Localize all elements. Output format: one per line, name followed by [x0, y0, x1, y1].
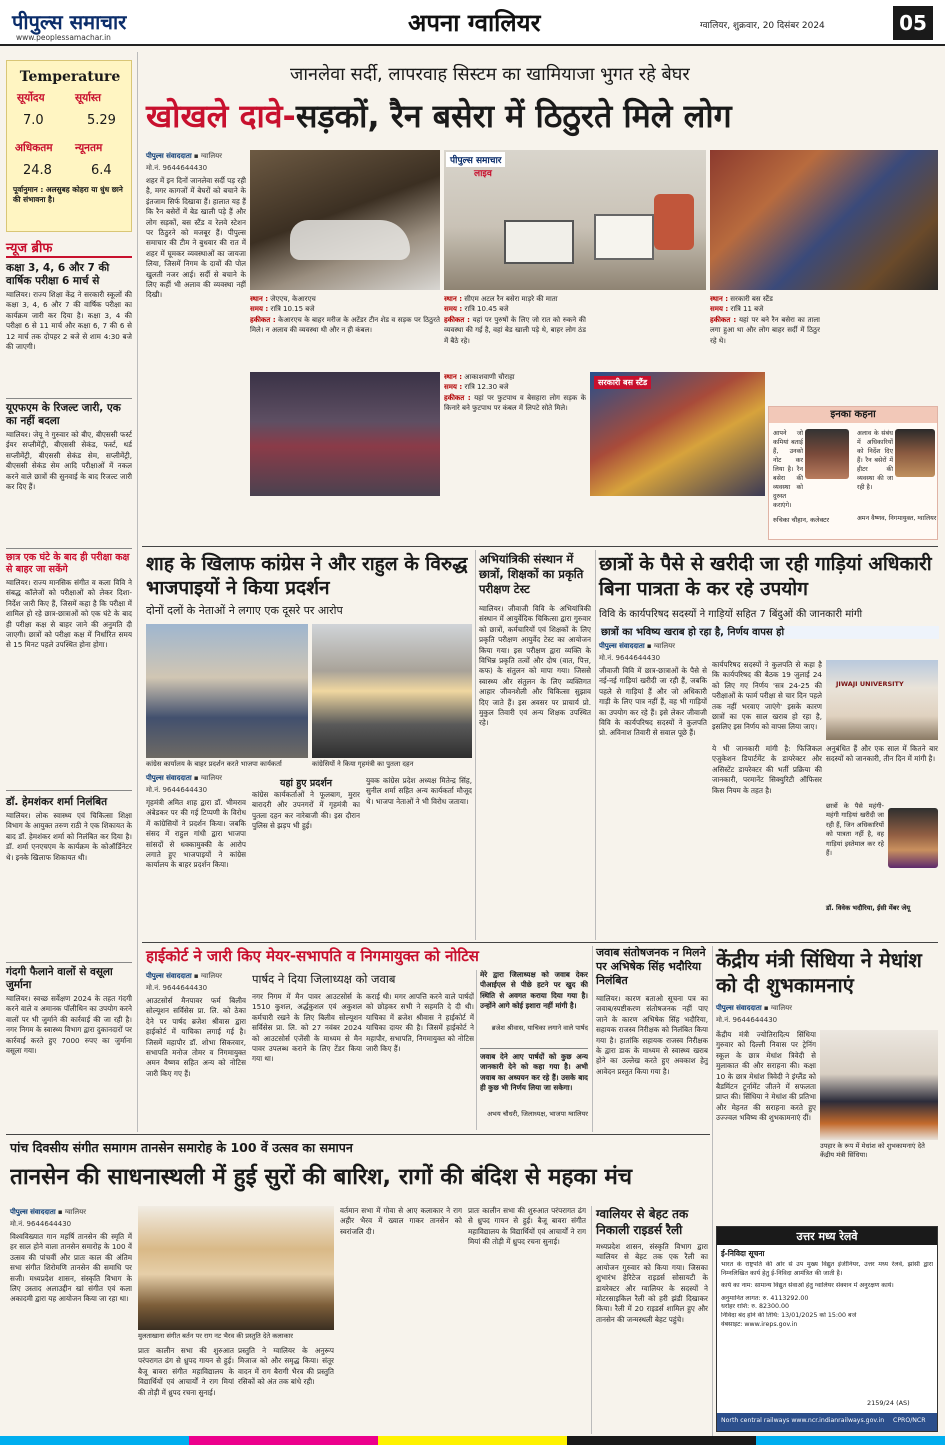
photo-scindia-medhansh: [820, 1030, 938, 1140]
highcourt-sign-1: ब्रजेश श्रीवास, याचिका लगाने वाले पार्षद: [491, 1024, 588, 1032]
spot-2: स्थान : सीएम अटल रैन बसेरा माड़रे की माता समय : रात्रि 10.45 बजे हकीकत : यहां पर पुरुषों के लिए जो रात को रुकने की व्यवस्था की गई है, वहां बेड खाली पड़े थे, बाहर लोग ठंड में बैठे रहे।: [444, 295, 586, 345]
tansen-body-4: वर्तमान सभा में गोवा से आए कलाकार ने राग अहीर भैरव में ख्याल गाकर तानसेन को स्वरांजलि दी।: [340, 1206, 462, 1236]
protest-byline: पीपुल्स संवाददाता ▪ ग्वालियर: [146, 774, 223, 782]
sunset-value: 5.29: [87, 113, 116, 128]
brief-5-head: गंदगी फैलाने वालों से वसूला जुर्माना: [6, 966, 113, 991]
highcourt-quote-1: मेरे द्वारा जिलाध्यक्ष को जवाब देकर पीआईएल से पीछे हटने पर खुद की स्थिति से अवगत कराया दिया गया है। उन्होंने आगे कोई इशारा नहीं मांगी है।: [480, 970, 588, 1011]
scindia-headline: केंद्रीय मंत्री सिंधिया ने मेधांश को दी शुभकामनाएं: [716, 948, 922, 997]
tech-headline: अभियांत्रिकी संस्थान में छात्रों, शिक्षकों का प्रकृति परीक्षण टेस्ट: [479, 552, 584, 596]
protest-body-3: युवक कांग्रेस प्रदेश अध्यक्ष मितेन्द्र सिंह, सुनील शर्मा सहित अन्य कार्यकर्ता मौजूद थे। भाजपा नेताओं ने भी विरोध जताया।: [366, 776, 472, 806]
highcourt-body-2: नगर निगम में मैन पावर आउटसोर्स के 1510 कुशल, अर्द्धकुशल एवं अकुशल कर्मचारी रखने के लिए बिलीव सोल्यूशन सर्विसेस प्रा. लि. को 27 नवंबर 2024 को आउटसोर्स एजेंसी के माध्यम से मैन पावर उपलब्ध कराने के लिए टेंडर किया गया था।: [252, 992, 362, 1064]
photo-jiwaji-university: [826, 660, 938, 740]
brief-1-head: कक्षा 3, 4, 6 और 7 की वार्षिक परीक्षा 6 मार्च से: [6, 262, 110, 287]
railway-line: निविदा बंद होने की तिथि: 13/01/2025 को 15:00 बजे: [721, 1311, 857, 1319]
heritage-body: मध्यप्रदेश शासन, संस्कृति विभाग द्वारा ग्वालियर से बेहट तक एक रैली का आयोजन गुरुवार को किया गया। जिसका शुभारंभ हेरिटेज राइडर्स सोसायटी के डायरेक्टर और ग्वालियर के सदस्यों ने मोटरसाइकिल रैली को हरी झंडी दिखाकर किया। रैली में 20 राइडर्स शामिल हुए और तानसेन की जन्मस्थली बेहट पहुंचे।: [596, 1242, 708, 1324]
brief-5-body: ग्वालियर। स्वच्छ सर्वेक्षण 2024 के तहत गंदगी करने वाले व अमानक पॉलीथिन का उपयोग करने वालों पर भी जुर्माने की कार्रवाई की जा रही है। नगर निगम के स्वास्थ्य विभाग द्वारा दुकानदारों पर कार्रवाई करते हुए 7000 रुपए का जुर्माना वसूला गया।: [6, 994, 132, 1056]
highcourt-subhead: पार्षद ने दिया जिलाध्यक्ष को जवाब: [252, 972, 396, 986]
photo-footpath-sleepers: [250, 372, 440, 496]
university-sign: JIWAJI UNIVERSITY: [836, 680, 904, 688]
brief-2-head: यूएफएम के रिजल्ट जारी, एक का नहीं बदला: [6, 402, 121, 427]
railway-web[interactable]: North central railways www.ncr.indianrailways.gov.in: [721, 1417, 885, 1424]
min-label: न्यूनतम: [75, 142, 103, 154]
sunrise-value: 7.0: [23, 113, 44, 128]
highcourt-mobile: मो.नं. 9644644430: [146, 984, 208, 992]
scindia-body-1: केंद्रीय मंत्री ज्योतिरादित्य सिंधिया गुरुवार को दिल्ली निवास पर ट्रेनिंग स्कूल के छात्र मेधांश त्रिवेदी से मुलाकात की और सराहना की। कक्षा 10 के छात्र मेधांश त्रिवेदी ने इंग्लैंड को बैडमिंटन टूर्नामेंट जीतने में सफलता प्राप्त की। सिंधिया ने मेधांश की प्रतिभा और मेहनत की सराहना करते हुए उज्ज्वल भविष्य की शुभकामनाएं दीं।: [716, 1030, 816, 1123]
vehicles-body-3: ये भी जानकारी मांगी है: फिजिकल एजुकेशन डिपार्टमेंट के डायरेक्टर और असिस्टेंट डायरेक्टर की भर्ती प्रक्रिया की जानकारी, परमानेंट सिक्युरिटी ऑफिसर किस नियम के तहत है।: [712, 744, 822, 795]
max-label: अधिकतम: [15, 142, 53, 154]
tansen-body-2: प्रातः कालीन सभा की शुरुआत परंपरागत ढंग से ध्रुपद गायन से हुई। बैजू बावरा संगीत महाविद्यालय के विद्यार्थियों एवं आचार्यों ने राग मियां की तोड़ी में ध्रुपद रचना सुनाई।: [138, 1346, 234, 1397]
spot-1: स्थान : जेएएच, केआरएच समय : रात्रि 10.15 बजे हकीकत : केआरएच के बाहर मरीज के अटेंडर टीन शेड व सड़क पर ठिठुरते मिले। न अलाव की व्यवस्था थी और न ही कंबल।: [250, 295, 440, 335]
brief-1-body: ग्वालियर। राज्य शिक्षा केंद्र ने सरकारी स्कूलों की कक्षा 3, 4, 6 और 7 की वार्षिक परीक्षा का कार्यक्रम जारी कर दिया है। कक्षा 3, 4 की परीक्षा 6 से 11 मार्च और कक्षा 6, 7 की 6 से 12 मार्च तक दोपहर 2 बजे से शाम 4:30 बजे की जाएगी।: [6, 290, 132, 352]
scindia-mobile: मो.नं. 9644644430: [716, 1016, 778, 1024]
bus-stand-label: सरकारी बस स्टैंड: [594, 376, 651, 389]
opinion-1-text: आपने जो कमियां बताई हैं, उनको नोट कर लिया है। रैन बसेरा की व्यवस्था को दुरुस्त कराएंगे।: [773, 430, 803, 509]
tansen-kicker: पांच दिवसीय संगीत समागम तानसेन समारोह के 100 वें उत्सव का समापन: [10, 1140, 353, 1155]
print-color-strip: [0, 1436, 945, 1445]
photo-bjp-protest: [146, 624, 308, 758]
byline-name: पीपुल्स संवाददाता: [146, 152, 192, 160]
forecast-note: पूर्वानुमान : अलसुबह कोहरा या धुंध छाने की संभावना है।: [13, 185, 123, 204]
sunrise-label: सूर्योदय: [17, 92, 45, 104]
lead-headline-rest: सड़कों, रैन बसेरा में ठिठुरते मिले लोग: [295, 97, 732, 135]
protest-body-1: गृहमंत्री अमित शाह द्वारा डॉ. भीमराव अंबेडकर पर की गई टिप्पणी के विरोध में कांग्रेसियों ने प्रदर्शन किया। जबकि संसद में राहुल गांधी द्वारा भाजपा सांसदों से धक्कामुक्की के आरोप लगाते हुए भाजपाइयों ने कांग्रेस कार्यालय के बाहर प्रदर्शन किया।: [146, 798, 246, 870]
lead-headline: [146, 96, 936, 136]
vehicles-quote: छात्रों के पैसे महंगी-महंगी गाड़ियां खरीदी जा रही हैं, जिन अधिकारियों को पात्रता नहीं है, वह गाड़ियां इस्तेमाल कर रहे हैं।: [826, 802, 884, 858]
page-number: 05: [893, 6, 933, 40]
tansen-caption: मुलताखाना संगीत बर्तन पर राग नट भैरव की प्रस्तुति देते कलाकार: [138, 1332, 293, 1340]
tansen-body-4b: प्रातः कालीन सभा की शुरुआत परंपरागत ढंग से ध्रुपद गायन से हुई। बैजू बावरा संगीत महाविद्यालय के विद्यार्थियों एवं आचार्यों ने राग मियां की तोड़ी में ध्रुपद रचना सुनाई।: [468, 1206, 586, 1247]
opinion-2-text: अलाव के संबंध में अधिकारियों को निर्देश दिए हैं। रैन बसेरों में हीटर की व्यवस्था की जा रही है।: [857, 430, 893, 491]
tech-body: ग्वालियर। जीवाजी विवि के अभियांत्रिकी संस्थान में आयुर्वेदिक चिकित्सा द्वारा गुरुवार को छात्रों, कर्मचारियों एवं शिक्षकों के लिए प्रकृति परीक्षण आयुर्वेद टेस्ट का आयोजन किया गया। इस परीक्षण द्वारा व्यक्ति के विभिन्न प्रकृति तत्वों और दोष (वात, पित्त, कफ) के संतुलन को मापा गया। जिससे स्वास्थ्य और संतुलन के लिए व्यक्तिगत आहार जीवनशैली और चिकित्सा सुझाव दिए जाते हैं। इस अवसर पर प्राचार्य प्रो. मुकुल तिवारी एवं अन्य शिक्षक उपस्थित रहे।: [479, 604, 591, 728]
railway-line: भारत के राष्ट्रपति की ओर से उप मुख्य विद्युत इंजीनियर, उत्तर मध्य रेलवे, झांसी द्वारा निम्नलिखित कार्य हेतु ई-निविदा आमंत्रित की जाती है।: [721, 1261, 933, 1277]
news-brief-label: न्यूज ब्रीफ: [6, 241, 53, 256]
vehicles-body-2: कार्यपरिषद सदस्यों ने कुलपति से कहा है कि कार्यपरिषद की बैठक 19 जुलाई 24 को लिए गए निर्णय 'सत्र 24-25 की परीक्षाओं के फार्म परीक्षा से चार दिन पहले तक नहीं भरवाए जाएंगे' इसके कारण छात्रों का एक साल खराब हो रहा है, इसलिए इस निर्णय को वापस लिया जाए।: [712, 660, 822, 732]
brief-3-body: ग्वालियर। राज्य मानसिक संगीत व कला विवि ने संबद्ध कॉलेजों को परीक्षाओं को लेकर दिशा-निर्देश जारी किए हैं, जिसमें कहा है कि परीक्षा में शामिल हो रहे छात्र-छात्राओं को एक घंटे के बाद ही परीक्षा कक्ष से बाहर जाने की अनुमति दी जाएगी। छात्रों को परीक्षा कक्ष में निर्धारित समय से 15 मिनट पहले उपस्थित होना होगा।: [6, 578, 132, 650]
photo-rain-basera-beds: [444, 150, 706, 290]
vivek-photo: [888, 808, 938, 868]
railway-cpro: CPRO/NCR: [893, 1417, 926, 1424]
railway-lines: [721, 1261, 933, 1329]
masthead: [0, 0, 945, 46]
sunset-label: सूर्यास्त: [75, 92, 101, 104]
scindia-byline: पीपुल्स संवाददाता ▪ ग्वालियर: [716, 1004, 793, 1012]
brief-5: [6, 966, 132, 1094]
live-tag-sub: लाइव: [474, 169, 492, 179]
site-url[interactable]: www.peoplessamachar.in: [16, 33, 111, 42]
brief-4-head: डॉ. हेमशंकर शर्मा निलंबित: [6, 796, 108, 808]
brand-logo: पीपुल्स समाचार: [12, 10, 127, 34]
opinion-2-name: अमन वैष्णव, निगमायुक्त, ग्वालियर: [857, 515, 937, 522]
highcourt-body-1: आउटसोर्स मैनपावर फर्म बिलीव सोल्यूशन सर्विसेस प्रा. लि. को ठेका देने पर पार्षद ब्रजेश श्रीवास द्वारा हाईकोर्ट में याचिका लगाई गई है। जिसमें महापौर डॉ. शोभा सिकरवार, सभापति मनोज तोमर व निगमायुक्त अमन वैष्णव सहित अन्य को नोटिस जारी किए गए हैं।: [146, 996, 246, 1078]
tansen-headline: तानसेन की साधनास्थली में हुई सुरों की बारिश, रागों की बंदिश से महका मंच: [10, 1164, 633, 1190]
vehicles-body-4: अनुबंधित हैं और एक साल में कितने बार सदस्यों को जानकारी, तीन दिन में मांगी है।: [826, 744, 938, 764]
vehicles-body-1: जीवाजी विवि में छात्र-छात्राओं के पैसे से नई-नई गाड़ियां खरीदी जा रही हैं, जबकि पहले से गाड़ियां हैं और जो अधिकारी गाड़ी के लिए पात्र नहीं हैं, वह भी गाड़ियों का उपयोग कर रहे हैं। इसे लेकर जीवाजी विवि के कार्यपरिषद सदस्यों ने कुलपति प्रो. अविनाश तिवारी से सवाल पूछे हैं।: [599, 666, 707, 738]
protest-headline: शाह के खिलाफ कांग्रेस ने और राहुल के विरुद्ध भाजपाइयों ने किया प्रदर्शन: [146, 553, 468, 599]
protest-subhead: यहां हुए प्रदर्शन: [279, 778, 333, 789]
heritage-headline: ग्वालियर से बेहट तक निकाली राइडर्स रैली: [596, 1207, 689, 1237]
scindia-caption: उपहार के रूप में मेधांश को शुभकामनाएं देते केंद्रीय मंत्री सिंधिया।: [820, 1142, 925, 1159]
max-value: 24.8: [23, 163, 52, 178]
brief-4: [6, 796, 132, 941]
railway-footer-code: 2159/24 (AS): [867, 1399, 910, 1407]
photo-hospital-night: [250, 150, 440, 290]
highcourt-quote-2: जवाब देने आए पार्षदों को कुछ अन्य जानकारी देने को कहा गया है। अभी जवाब का अध्ययन कर रहे हैं। उसके बाद ही कुछ भी निर्णय लिया जा सकेगा।: [480, 1052, 588, 1093]
lead-mobile: मो.नं. 9644644430: [146, 164, 208, 172]
suspend-body: ग्वालियर। कारण बताओ सूचना पत्र का जवाब/स्पष्टीकरण संतोषजनक नहीं पाए जाने के कारण अभिषेक सिंह भदौरिया, सहायक राजस्व निरीक्षक को निलंबित किया गया है। हातांकि सहायक राजस्व निरीक्षक के द्वारा डाक के माध्यम से स्वास्थ्य खराब होने का उल्लेख करते हुए अवकाश हेतु आवेदन प्रस्तुत किया गया है।: [596, 994, 708, 1076]
protest-cap-1: कांग्रेस कार्यालय के बाहर प्रदर्शन करते भाजपा कार्यकर्ता: [146, 760, 282, 768]
highcourt-sign-2: अभय चौधरी, जिलाध्यक्ष, भाजपा ग्वालियर: [487, 1110, 588, 1118]
vehicles-headline: छात्रों के पैसे से खरीदी जा रही गाड़ियां अधिकारी बिना पात्रता के कर रहे उपयोग: [599, 553, 932, 600]
spot-3: स्थान : सरकारी बस स्टैंड समय : रात्रि 11 बजे हकीकत : यहां पर बने रैन बसेरा का ताला लगा हुआ था और लोग बाहर सर्दी में ठिठुर रहे थे।: [710, 295, 820, 345]
protest-cap-2: कांग्रेसियों ने किया गृहमंत्री का पुतला दहन: [312, 760, 414, 768]
dateline: ग्वालियर, शुक्रवार, 20 दिसंबर 2024: [700, 21, 825, 31]
highcourt-headline: हाईकोर्ट ने जारी किए मेयर-सभापति व निगमायुक्त को नोटिस: [146, 947, 479, 965]
suspend-headline: जवाब संतोषजनक न मिलने पर अभिषेक सिंह भदौरिया निलंबित: [596, 946, 706, 987]
highcourt-body-3: कराई थी। मगर आपत्ति करने वाले पार्षदों को छोड़कर सभी ने सहमति दे दी थी। याचिका में ब्रजेश श्रीवास ने हाईकोर्ट में याचिका दायर की है। जिसमें हाईकोर्ट ने महापौर, सभापति, निगमायुक्त को नोटिस जारी किए हैं।: [366, 992, 474, 1054]
railway-tender: [716, 1226, 938, 1432]
tansen-byline: पीपुल्स संवाददाता ▪ ग्वालियर: [10, 1208, 87, 1216]
photo-tansen-stage: [138, 1206, 334, 1330]
vehicles-mobile: मो.नं. 9644644430: [599, 654, 661, 662]
section-title: अपना ग्वालियर: [408, 9, 541, 37]
live-tag: पीपुल्स समाचार: [446, 152, 505, 167]
opinion-1-name: रुचिका चौहान, कलेक्टर: [773, 516, 830, 524]
commissioner-photo: [895, 429, 935, 477]
railway-line: कार्य का नाम: सामान्य विद्युत सेवाओं हेतु ग्वालियर सेक्शन में अनुरक्षण कार्य।: [721, 1282, 894, 1290]
opinion-box: [768, 406, 938, 540]
tansen-mobile: मो.नं. 9644644430: [10, 1220, 72, 1228]
brief-4-body: ग्वालियर। लोक स्वास्थ्य एवं चिकित्सा शिक्षा विभाग के आयुक्त तरुण राठी ने एक शिकायत के बाद डॉ. हेमशंकर शर्मा को निलंबित कर दिया है। डॉ. शर्मा एनएचएम के कार्यक्रम के कोऑर्डिनेटर थे। इनके खिलाफ शिकायत थी।: [6, 811, 132, 862]
tansen-body-1: विश्वविख्यात गान महर्षि तानसेन की स्मृति में हर साल होने वाला तानसेन समारोह के 100 वें उत्सव की पांचवीं और प्रातः काल की अंतिम सभा संगीत शिरोमणि तानसेन की समाधि पर सजी। मध्यप्रदेश शासन, संस्कृति विभाग के लिए उस्ताद अलाउद्दीन खां संगीत एवं कला अकादमी द्वारा यह आयोजन किया जा रहा था।: [10, 1232, 132, 1304]
railway-line: अनुमानित लागत: रु. 4113292.00: [721, 1294, 809, 1302]
highcourt-byline: पीपुल्स संवाददाता ▪ ग्वालियर: [146, 972, 223, 980]
weather-box: [6, 60, 132, 232]
vehicles-quote-name: डॉ. विवेक भदौरिया, ईसी मेंबर जेयू: [826, 904, 911, 912]
lead-byline: पीपुल्स संवाददाता ▪ ग्वालियर: [146, 152, 223, 160]
railway-line: धरोहर राशि: रु. 82300.00: [721, 1303, 790, 1311]
protest-body-2: कांग्रेस कार्यकर्ताओं ने फूलबाग, मुरार बारादरी और उपनगरों में गृहमंत्री का पुतला दहन कर नारेबाजी की। इस दौरान पुलिस से झड़प भी हुई।: [252, 790, 360, 831]
vehicles-deck-1: विवि के कार्यपरिषद सदस्यों ने गाड़ियों सहित 7 बिंदुओं की जानकारी मांगी: [599, 609, 863, 620]
vehicles-deck-2: छात्रों का भविष्य खराब हो रहा है, निर्णय वापस हो: [599, 626, 939, 639]
protest-deck: दोनों दलों के नेताओं ने लगाए एक दूसरे पर आरोप: [146, 604, 343, 617]
lead-body: शहर में इन दिनों जानलेवा सर्दी पड़ रही है, मगर कागजों में बेघरों को बचाने के इंतजाम सिर्फ दिखावा हैं। हालात यह हैं कि रैन बसेरों में बेड खाली पड़े हैं और लोग सड़कों, बस स्टैंड व रेलवे स्टेशन पर ठिठुरने को मजबूर हैं। पीपुल्स समाचार की टीम ने बुधवार की रात में शहर में घूमकर व्यवस्थाओं का जायजा लिया, जिसमें निगम के दावों की पोल खुलती नजर आई। सर्दी से बचाने के लिए कहीं भी अलाव की व्यवस्था नहीं दिखी।: [146, 176, 246, 300]
railway-line[interactable]: वेबसाइट: www.ireps.gov.in: [721, 1320, 798, 1328]
brief-3: [6, 552, 132, 784]
protest-mobile: मो.नं. 9644644430: [146, 786, 208, 794]
lead-headline-red: खोखले दावे-: [146, 97, 296, 135]
collector-photo: [805, 429, 849, 479]
photo-bus-stand-family: [590, 372, 765, 496]
min-value: 6.4: [91, 163, 112, 178]
brief-3-head: छात्र एक घंटे के बाद ही परीक्षा कक्ष से बाहर जा सकेंगे: [6, 552, 130, 575]
vehicles-byline: पीपुल्स संवाददाता ▪ ग्वालियर: [599, 642, 676, 650]
tansen-body-3: प्रस्तुति ने ग्वालियर के अनुरूप मिजाज को और समृद्ध किया। संतूर वादन में राग बैरागी भैरव की प्रस्तुति रसिकों को अंत तक बांधे रही।: [238, 1346, 334, 1387]
spot-4: स्थान : आकाशवाणी चौराहा समय : रात्रि 12.30 बजे हकीकत : यहां पर फुटपाथ व बेसहारा लोग सड़क के किनारे बने फुटपाथ पर कंबल में लिपटे सोते मिले।: [444, 373, 586, 413]
brief-2-body: ग्वालियर। जेयू ने गुरुवार को बीए, बीएससी फर्स्ट ईयर सप्लीमेंट्री, बीएससी सेकंड, फर्स्ट, थर्ड सप्लीमेंट्री, बीएससी सेकंड सेम, सप्लीमेंट्री, बीएससी सेकंड सेम आदि परीक्षाओं में नकल करने वाले छात्रों की सुनवाई के बाद रिजल्ट जारी कर दिए हैं।: [6, 430, 132, 492]
weather-title: Temperature: [19, 69, 121, 85]
railway-title: उत्तर मध्य रेलवे: [796, 1230, 858, 1243]
brief-2: [6, 402, 132, 544]
photo-effigy-burning: [312, 624, 472, 758]
opinion-title: इनका कहना: [769, 407, 937, 423]
lead-kicker: जानलेवा सर्दी, लापरवाह सिस्टम का खामियाजा भुगत रहे बेघर: [290, 64, 690, 85]
brief-1: [6, 262, 132, 394]
photo-bus-stand-crowd: [710, 150, 938, 290]
railway-subtitle: ई-निविदा सूचना: [721, 1249, 765, 1258]
